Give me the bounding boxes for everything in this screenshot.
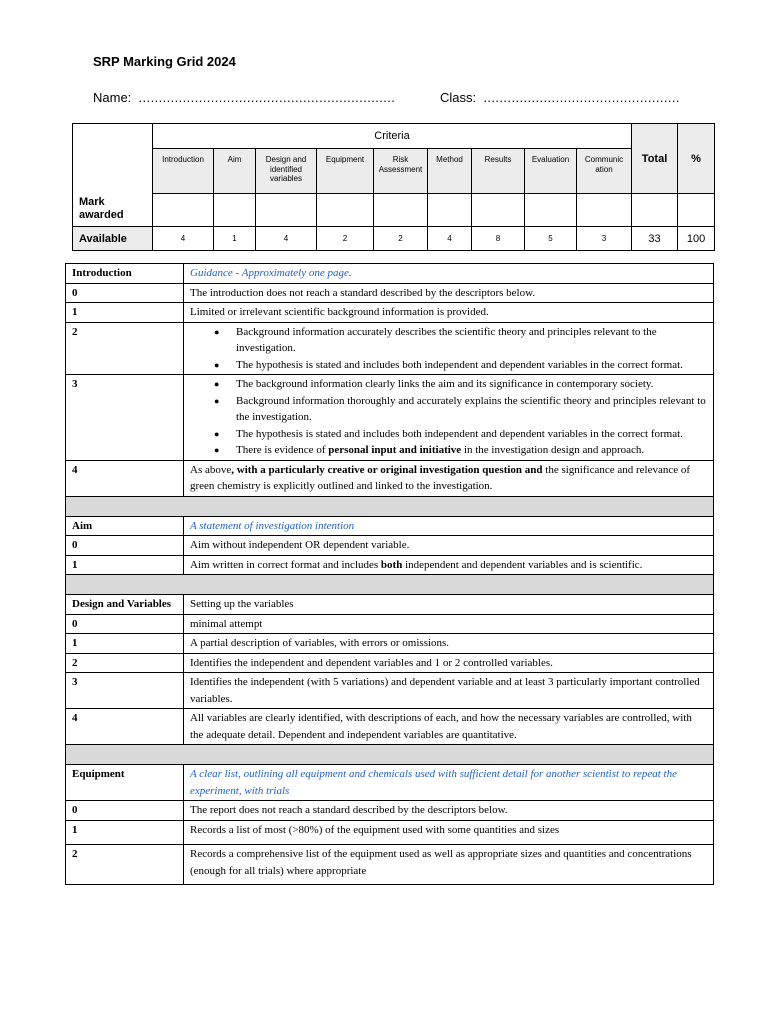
text-run: the significance and relevance of green chemistry is explicitly outlined and linked to the investigation.: [190, 463, 691, 492]
score-cell: 1: [66, 820, 184, 845]
mark-cell[interactable]: [256, 194, 317, 227]
mark-cell[interactable]: [214, 194, 256, 227]
section-guidance: A clear list, outlining all equipment and chemicals used with sufficient detail for another scientist to repeat the experiment, with trials: [184, 765, 714, 801]
text-run: in the investigation design and approach.: [461, 444, 645, 456]
rubric-row: [66, 375, 714, 461]
name-blank: ................................................................: [138, 90, 396, 105]
descriptor-cell: [184, 460, 714, 496]
criterion-header: Results: [472, 149, 525, 194]
criterion-header: Design and identified variables: [256, 149, 317, 194]
score-cell: 4: [66, 460, 184, 496]
score-cell: 4: [66, 709, 184, 745]
rubric-section-header: [66, 595, 714, 615]
rubric-row: [66, 536, 714, 556]
marking-grid: [72, 123, 715, 251]
rubric-section-header: [66, 516, 714, 536]
descriptor-cell: Aim without independent OR dependent variable.: [184, 536, 714, 556]
name-field: [93, 90, 395, 105]
text-run: There is evidence of: [236, 444, 329, 456]
divider-cell: [66, 745, 714, 765]
rubric-row: [66, 555, 714, 575]
emphasis-text: personal input and initiative: [328, 444, 462, 456]
total-mark-cell[interactable]: [632, 194, 678, 227]
descriptor-cell: A partial description of variables, with errors or omissions.: [184, 634, 714, 654]
descriptor-cell: Identifies the independent and dependent variables and 1 or 2 controlled variables.: [184, 653, 714, 673]
section-label: Aim: [66, 516, 184, 536]
score-cell: 2: [66, 653, 184, 673]
descriptor-bullet: ● The background information clearly links the aim and its significance in contemporary society.: [236, 376, 707, 393]
section-divider: [66, 496, 714, 516]
available-value: 8: [472, 227, 525, 251]
mark-cell[interactable]: [428, 194, 472, 227]
available-value: 2: [317, 227, 374, 251]
rubric-row: [66, 303, 714, 323]
score-cell: 0: [66, 536, 184, 556]
rubric-row: [66, 801, 714, 821]
mark-cell[interactable]: [153, 194, 214, 227]
percent-header: %: [678, 124, 715, 194]
rubric-row: [66, 614, 714, 634]
criterion-header: Equipment: [317, 149, 374, 194]
score-cell: 0: [66, 614, 184, 634]
section-guidance: Guidance - Approximately one page.: [184, 264, 714, 284]
rubric-row: [66, 283, 714, 303]
descriptor-bullet: ● The hypothesis is stated and includes both independent and dependent variables in the correct format.: [236, 357, 707, 374]
available-value: 5: [525, 227, 577, 251]
section-label: Equipment: [66, 765, 184, 801]
available-value: 4: [428, 227, 472, 251]
descriptor-cell: [184, 555, 714, 575]
name-label: Name:: [93, 90, 132, 105]
text-run: Aim written in correct format and includes: [190, 558, 381, 571]
descriptor-cell: [184, 375, 714, 461]
score-cell: 3: [66, 375, 184, 461]
class-field: [440, 90, 680, 105]
mark-cell[interactable]: [472, 194, 525, 227]
criterion-header: Introduction: [153, 149, 214, 194]
available-value: 4: [153, 227, 214, 251]
score-cell: 1: [66, 634, 184, 654]
criteria-header: Criteria: [153, 124, 632, 149]
divider-cell: [66, 496, 714, 516]
rubric-row: [66, 845, 714, 885]
score-cell: 0: [66, 283, 184, 303]
emphasis-text: both: [380, 558, 403, 571]
class-blank: .................................................: [483, 90, 680, 105]
descriptor-cell: The report does not reach a standard described by the descriptors below.: [184, 801, 714, 821]
descriptor-list: [190, 324, 707, 374]
score-cell: 0: [66, 801, 184, 821]
section-label: Introduction: [66, 264, 184, 284]
score-cell: 1: [66, 303, 184, 323]
criterion-header: Communic ation: [577, 149, 632, 194]
mark-cell[interactable]: [374, 194, 428, 227]
rubric-section-header: [66, 264, 714, 284]
total-header: Total: [632, 124, 678, 194]
descriptor-cell: Identifies the independent (with 5 variations) and dependent variable and at least 3 particularly important controlled variables.: [184, 673, 714, 709]
descriptor-cell: Limited or irrelevant scientific background information is provided.: [184, 303, 714, 323]
rubric-row: [66, 460, 714, 496]
descriptor-cell: Records a comprehensive list of the equipment used as well as appropriate sizes and quantities and concentrations (enough for all trials) where appropriate: [184, 845, 714, 885]
available-total: 33: [632, 227, 678, 251]
available-value: 3: [577, 227, 632, 251]
rubric-row: [66, 653, 714, 673]
divider-cell: [66, 575, 714, 595]
descriptor-cell: Records a list of most (>80%) of the equipment used with some quantities and sizes: [184, 820, 714, 845]
mark-cell[interactable]: [525, 194, 577, 227]
available-percent: 100: [678, 227, 715, 251]
text-run: As above: [190, 463, 232, 476]
class-label: Class:: [440, 90, 477, 105]
available-label: Available: [73, 227, 153, 251]
score-cell: 2: [66, 322, 184, 375]
available-value: 1: [214, 227, 256, 251]
available-value: 4: [256, 227, 317, 251]
section-guidance: Setting up the variables: [184, 595, 714, 615]
section-divider: [66, 575, 714, 595]
document-title: SRP Marking Grid 2024: [93, 54, 236, 69]
rubric-table: [65, 263, 714, 885]
rubric-row: [66, 322, 714, 375]
descriptor-bullet: ● Background information accurately describes the scientific theory and principles relevant to the investigation.: [236, 324, 707, 357]
criterion-header: Aim: [214, 149, 256, 194]
mark-cell[interactable]: [577, 194, 632, 227]
score-cell: 1: [66, 555, 184, 575]
descriptor-cell: The introduction does not reach a standard described by the descriptors below.: [184, 283, 714, 303]
rubric-row: [66, 634, 714, 654]
score-cell: 3: [66, 673, 184, 709]
mark-awarded-label: Mark awarded: [73, 124, 153, 227]
rubric-section-header: [66, 765, 714, 801]
mark-cell[interactable]: [317, 194, 374, 227]
available-value: 2: [374, 227, 428, 251]
rubric-row: [66, 673, 714, 709]
section-guidance: A statement of investigation intention: [184, 516, 714, 536]
score-cell: 2: [66, 845, 184, 885]
descriptor-cell: minimal attempt: [184, 614, 714, 634]
descriptor-cell: [184, 322, 714, 375]
descriptor-bullet: ● Background information thoroughly and accurately explains the scientific theory and principles relevant to the investigation.: [236, 393, 707, 426]
descriptor-cell: All variables are clearly identified, with descriptions of each, and how the necessary variables are controlled, with the adequate detail. Dependent and independent variables are quantitative.: [184, 709, 714, 745]
percent-mark-cell[interactable]: [678, 194, 715, 227]
rubric-row: [66, 820, 714, 845]
section-label: Design and Variables: [66, 595, 184, 615]
text-run: independent and dependent variables and is scientific.: [402, 558, 643, 571]
criterion-header: Risk Assessment: [374, 149, 428, 194]
emphasis-text: , with a particularly creative or original investigation question and: [231, 463, 543, 476]
criterion-header: Method: [428, 149, 472, 194]
descriptor-bullet: [236, 442, 707, 459]
descriptor-list: [190, 376, 707, 459]
section-divider: [66, 745, 714, 765]
criterion-header: Evaluation: [525, 149, 577, 194]
rubric-row: [66, 709, 714, 745]
descriptor-bullet: ● The hypothesis is stated and includes both independent and dependent variables in the correct format.: [236, 426, 707, 443]
